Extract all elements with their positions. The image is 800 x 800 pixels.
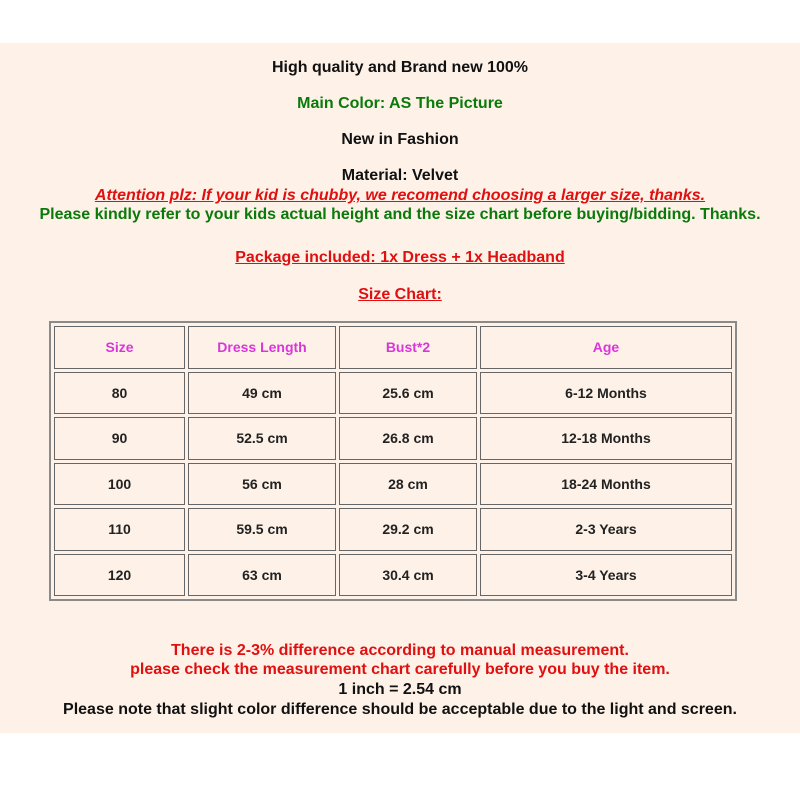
size-cell: 100 <box>54 463 185 506</box>
dress-length-cell: 59.5 cm <box>188 508 336 551</box>
column-header-size: Size <box>54 326 185 369</box>
size-cell: 80 <box>54 372 185 415</box>
size-cell: 90 <box>54 417 185 460</box>
table-row <box>54 463 732 506</box>
bust-cell: 30.4 cm <box>339 554 477 597</box>
color-difference-note: Please note that slight color difference should be acceptable due to the light and screen. <box>63 701 737 718</box>
column-header-dress-length: Dress Length <box>188 326 336 369</box>
column-header-age: Age <box>480 326 732 369</box>
age-cell: 6-12 Months <box>480 372 732 415</box>
table-header-row <box>54 326 732 369</box>
dress-length-cell: 49 cm <box>188 372 336 415</box>
material-line: Material: Velvet <box>341 167 459 184</box>
bust-cell: 26.8 cm <box>339 417 477 460</box>
dress-length-cell: 52.5 cm <box>188 417 336 460</box>
quality-line: High quality and Brand new 100% <box>271 59 529 76</box>
column-header-bust: Bust*2 <box>339 326 477 369</box>
size-chart-title: Size Chart: <box>358 286 442 303</box>
age-cell: 18-24 Months <box>480 463 732 506</box>
refer-size-chart-line: Please kindly refer to your kids actual height and the size chart before buying/bidding. Thanks. <box>39 206 761 223</box>
dress-length-cell: 63 cm <box>188 554 336 597</box>
bust-cell: 25.6 cm <box>339 372 477 415</box>
age-cell: 12-18 Months <box>480 417 732 460</box>
main-color-line: Main Color: AS The Picture <box>297 95 503 112</box>
size-chart-table <box>49 321 737 601</box>
dress-length-cell: 56 cm <box>188 463 336 506</box>
package-included-line: Package included: 1x Dress + 1x Headband <box>235 249 565 266</box>
fashion-line: New in Fashion <box>341 131 459 148</box>
bust-cell: 28 cm <box>339 463 477 506</box>
table-row <box>54 554 732 597</box>
measurement-difference-line: There is 2-3% difference according to manual measurement. <box>171 642 629 659</box>
bust-cell: 29.2 cm <box>339 508 477 551</box>
size-cell: 120 <box>54 554 185 597</box>
age-cell: 2-3 Years <box>480 508 732 551</box>
table-row <box>54 417 732 460</box>
table-row <box>54 508 732 551</box>
table-row <box>54 372 732 415</box>
check-chart-line: please check the measurement chart carefully before you buy the item. <box>130 661 670 678</box>
attention-line: Attention plz: If your kid is chubby, we recomend choosing a larger size, thanks. <box>94 187 706 204</box>
size-cell: 110 <box>54 508 185 551</box>
age-cell: 3-4 Years <box>480 554 732 597</box>
inch-conversion-line: 1 inch = 2.54 cm <box>338 681 462 698</box>
